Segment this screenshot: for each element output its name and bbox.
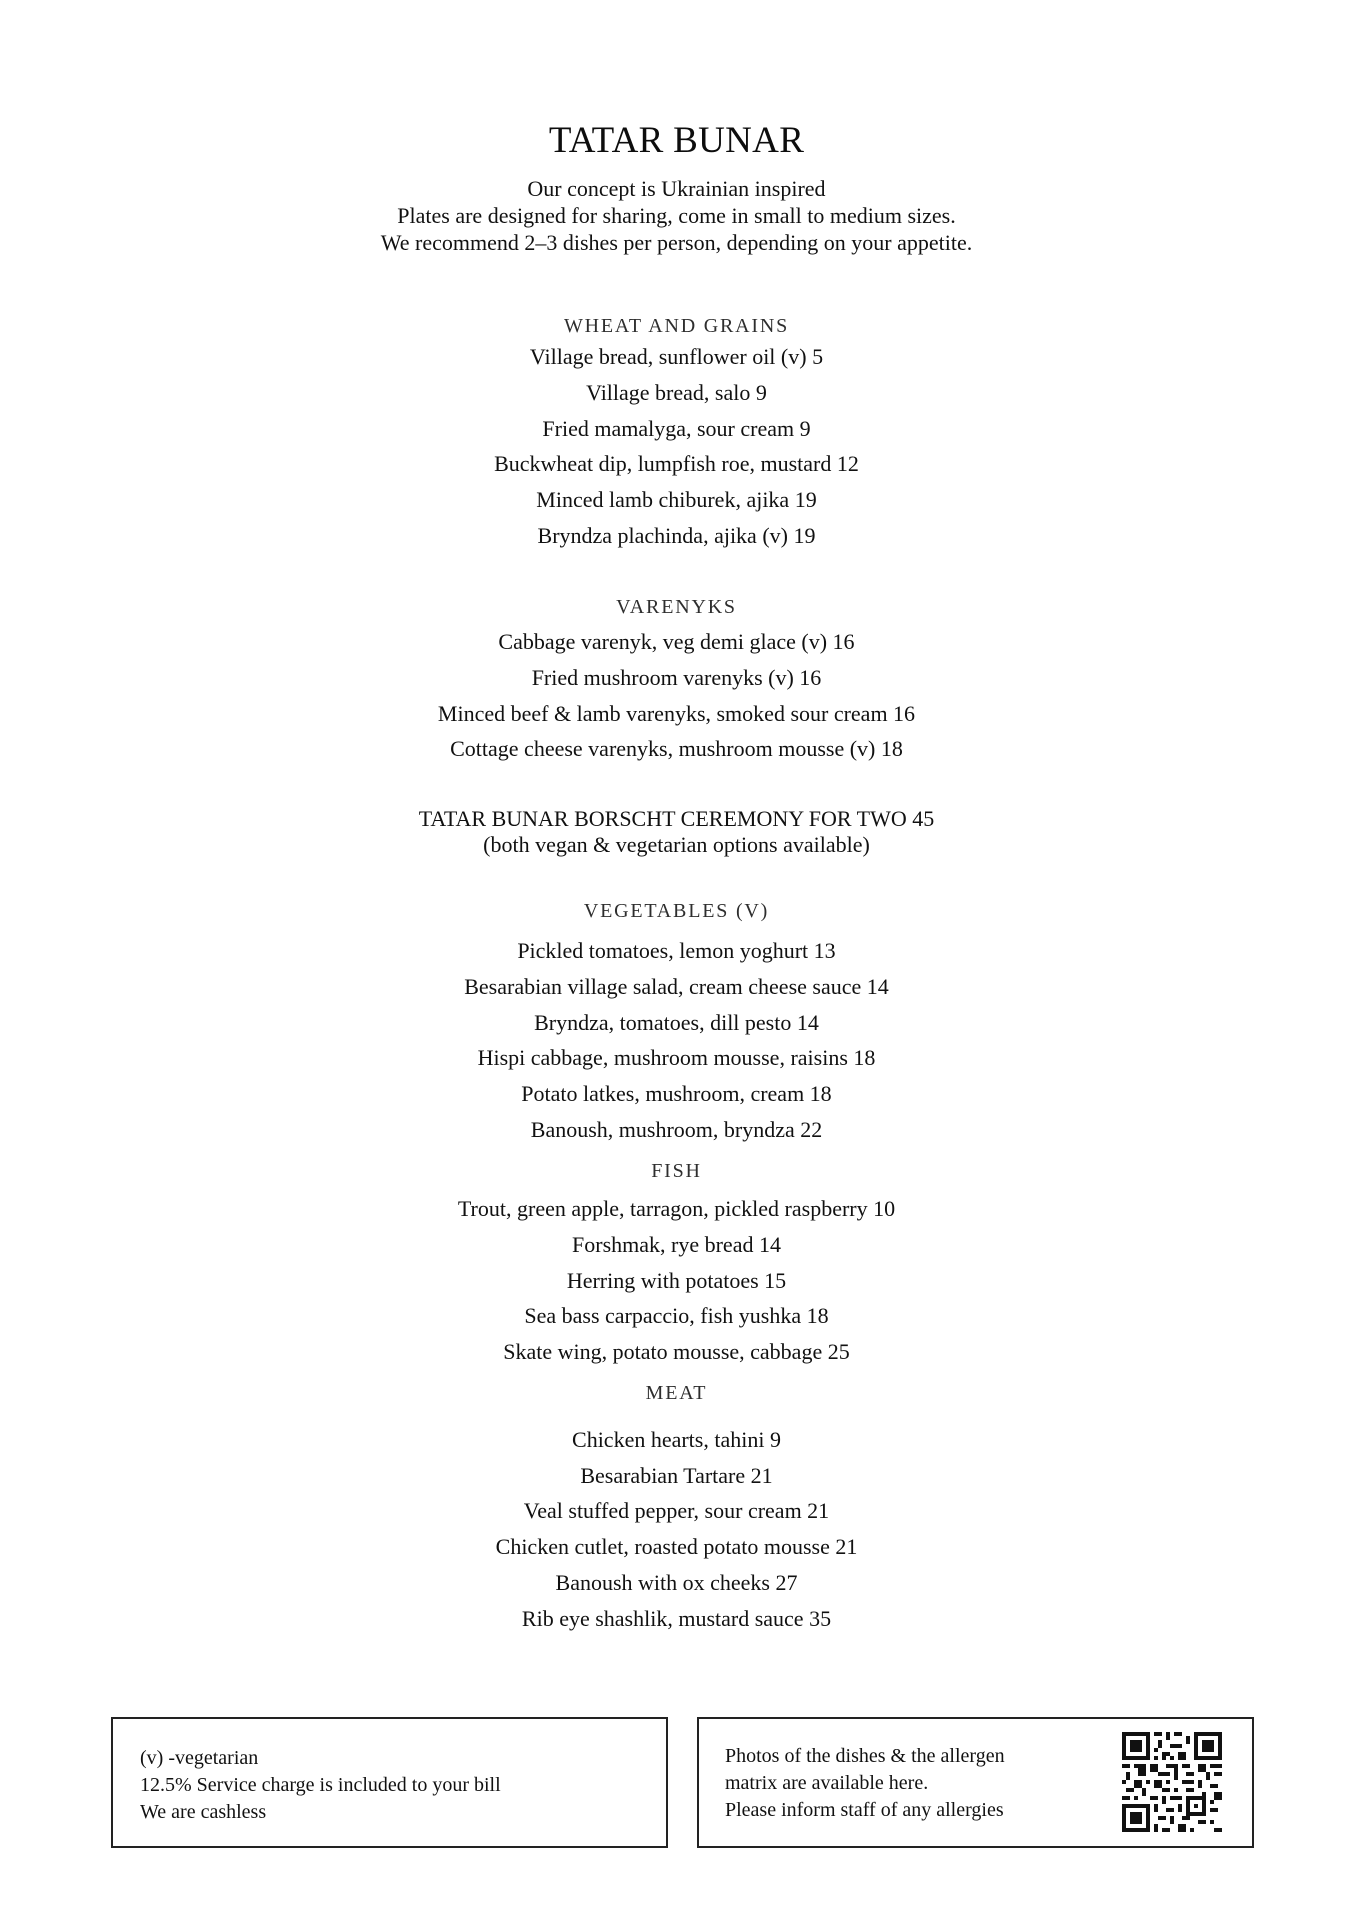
menu-item: Bryndza, tomatoes, dill pesto 14: [534, 1010, 819, 1035]
notes-box: [111, 1717, 668, 1848]
menu-item: Minced beef & lamb varenyks, smoked sour cream 16: [437, 701, 916, 726]
menu-item: Buckwheat dip, lumpfish roe, mustard 12: [494, 451, 859, 476]
menu-item: Forshmak, rye bread 14: [572, 1232, 781, 1257]
section-heading: WHEAT AND GRAINS: [563, 315, 790, 337]
note-service-charge: 12.5% Service charge is included to your bill: [140, 1774, 501, 1796]
menu-item: Besarabian village salad, cream cheese sauce 14: [464, 974, 889, 999]
menu-item: Minced lamb chiburek, ajika 19: [536, 487, 817, 512]
allergen-text: [725, 1743, 1005, 1824]
allergen-line-matrix: matrix are available here.: [725, 1772, 929, 1794]
menu-item: Chicken cutlet, roasted potato mousse 21: [495, 1534, 858, 1559]
section-heading: MEAT: [645, 1382, 708, 1404]
menu-item: Fried mushroom varenyks (v) 16: [531, 665, 822, 690]
section-heading: VEGETABLES (V): [583, 900, 770, 922]
menu-item: Pickled tomatoes, lemon yoghurt 13: [517, 938, 836, 963]
menu-item: Cottage cheese varenyks, mushroom mousse (v) 18: [450, 736, 903, 761]
section-heading: VARENYKS: [616, 596, 737, 618]
menu-item: Bryndza plachinda, ajika (v) 19: [537, 523, 816, 548]
menu-item: Skate wing, potato mousse, cabbage 25: [503, 1339, 850, 1364]
menu-item: Besarabian Tartare 21: [580, 1463, 773, 1488]
menu-item: Village bread, sunflower oil (v) 5: [529, 344, 824, 369]
menu-item: Hispi cabbage, mushroom mousse, raisins 18: [477, 1045, 876, 1070]
menu-item: Banoush, mushroom, bryndza 22: [530, 1117, 823, 1142]
menu-item: Herring with potatoes 15: [566, 1268, 787, 1293]
allergen-info-box: [697, 1717, 1254, 1848]
notes-text: [140, 1745, 501, 1826]
menu-item: Banoush with ox cheeks 27: [555, 1570, 798, 1595]
note-cashless: We are cashless: [140, 1801, 267, 1823]
menu-item: Sea bass carpaccio, fish yushka 18: [524, 1303, 829, 1328]
menu-item: Trout, green apple, tarragon, pickled raspberry 10: [457, 1196, 896, 1221]
menu-item: Village bread, salo 9: [586, 380, 767, 405]
section-heading: FISH: [651, 1160, 702, 1182]
allergen-line-photos: Photos of the dishes & the allergen: [725, 1745, 1005, 1767]
menu-item: Veal stuffed pepper, sour cream 21: [523, 1498, 830, 1523]
note-vegetarian-legend: (v) -vegetarian: [140, 1747, 259, 1769]
allergen-line-inform-staff: Please inform staff of any allergies: [725, 1799, 1004, 1821]
special-title: TATAR BUNAR BORSCHT CEREMONY FOR TWO 45: [418, 806, 935, 831]
menu-item: Potato latkes, mushroom, cream 18: [521, 1081, 832, 1106]
menu-item: Chicken hearts, tahini 9: [572, 1427, 781, 1452]
menu-item: Fried mamalyga, sour cream 9: [542, 416, 811, 441]
intro-line-recommendation: We recommend 2–3 dishes per person, depending on your appetite.: [380, 230, 973, 255]
menu-item: Rib eye shashlik, mustard sauce 35: [521, 1606, 832, 1631]
special-subtitle: (both vegan & vegetarian options available): [483, 832, 870, 857]
menu-item: Cabbage varenyk, veg demi glace (v) 16: [498, 629, 855, 654]
restaurant-title: TATAR BUNAR: [548, 120, 805, 161]
intro-line-sharing: Plates are designed for sharing, come in small to medium sizes.: [397, 203, 956, 228]
qr-code-icon[interactable]: [1122, 1732, 1222, 1832]
intro-line-concept: Our concept is Ukrainian inspired: [527, 176, 826, 201]
